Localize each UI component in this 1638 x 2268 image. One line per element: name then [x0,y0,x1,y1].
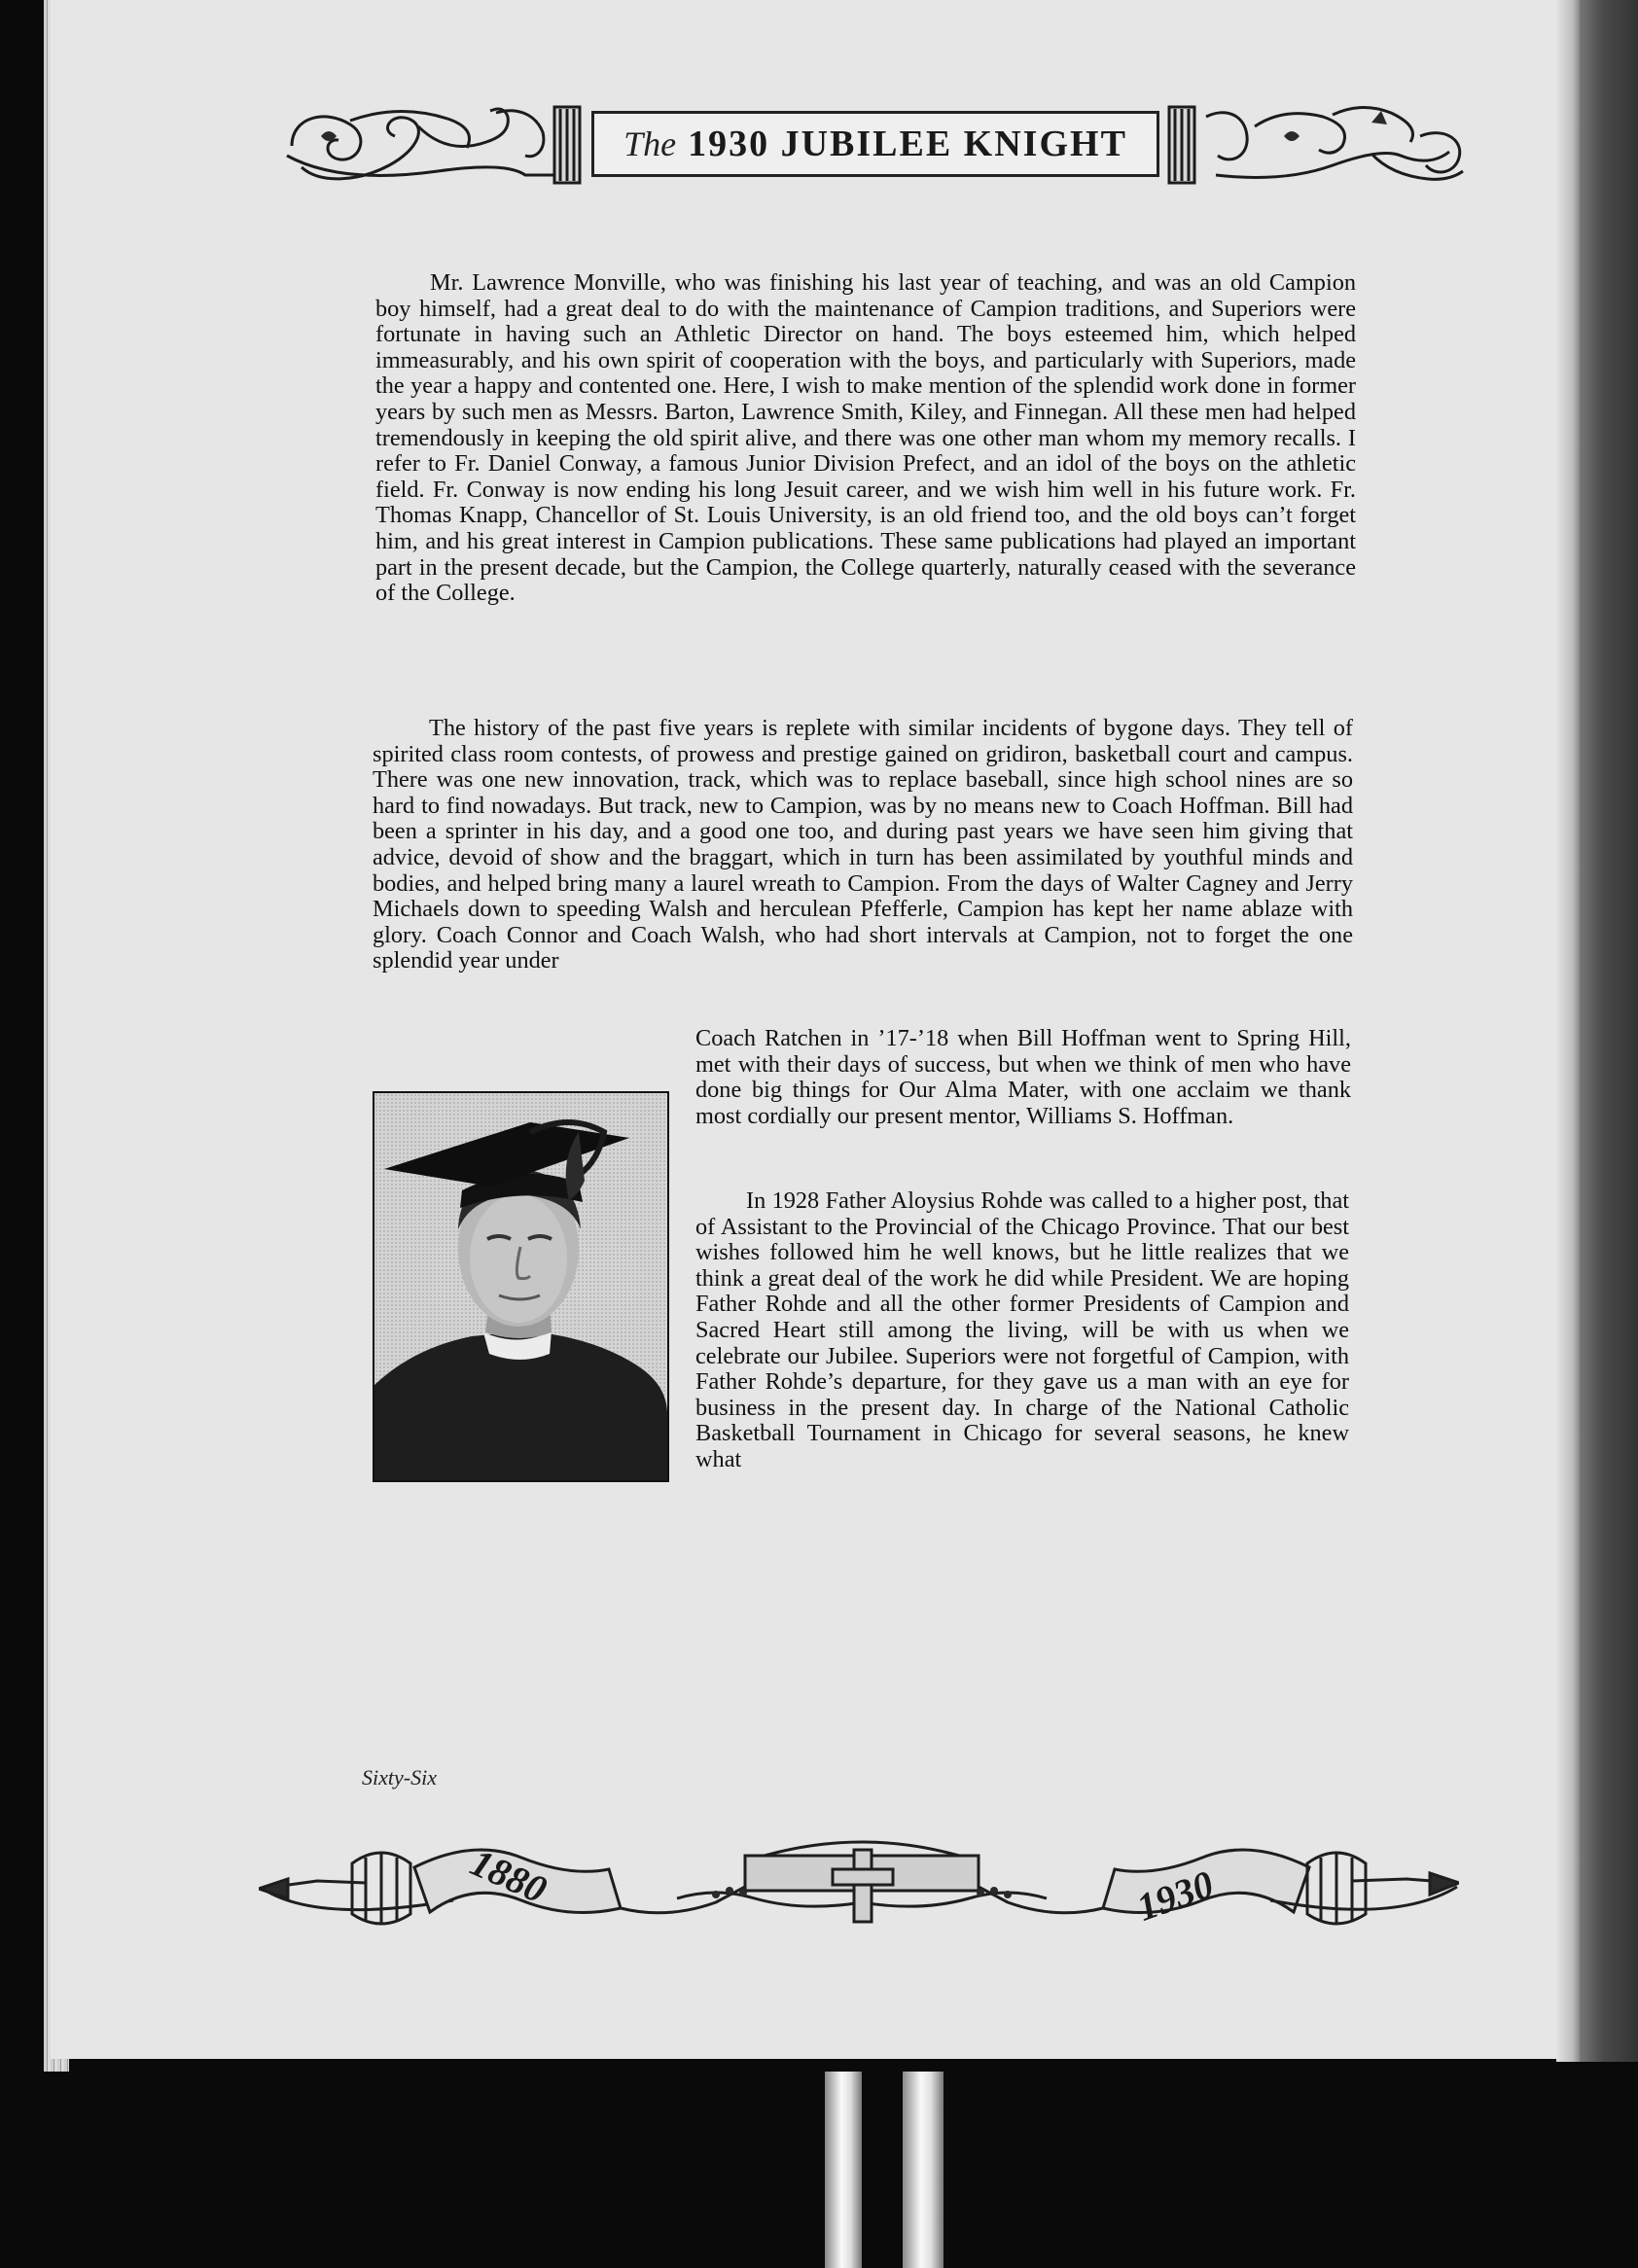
portrait-figure-icon [374,1093,667,1480]
scanner-strip-right [903,2072,944,2268]
header-title-prefix: The [623,124,677,163]
page-gutter [1556,0,1580,2062]
footer-banner [259,1819,1459,1941]
page-number: Sixty-Six [362,1765,437,1790]
book-binding [1580,0,1638,2062]
paragraph-history: The history of the past five years is replete with similar incidents of bygone days. They tell of spirited class room contests, of prowess and prestige gained on gridiron, basketball court and campus. There was one new innovation, track, which was to replace baseball, since high school nines are so hard to find nowadays. But track, new to Campion, was by no means new to Coach Hoffman. Bill had been a sprinter in his day, and a good one too, and during past years we have seen him giving that advice, devoid of show and the braggart, which in turn has been assimilated by youthful minds and bodies, and helped bring many a laurel wreath to Campion. From the days of Walter Cagney and Jerry Michaels down to speeding Walsh and herculean Pfefferle, Campion has kept her name ablaze with glory. Coach Connor and Coach Walsh, who had short intervals at Campion, not to forget the one splendid year under [373,715,1353,975]
header-title: 1930 JUBILEE KNIGHT [688,124,1127,164]
footer-ornament-icon [259,1819,1459,1941]
paragraph-monville: Mr. Lawrence Monville, who was finishing his last year of teaching, and was an old Campion boy himself, had a great deal to do with the maintenance of Campion traditions, and Superiors were fortunate in having such an Athletic Director on hand. The boys esteemed him, which helped immeasurably, and his own spirit of cooperation with the boys, and particularly with Superiors, made the year a happy and contented one. Here, I wish to make mention of the splendid work done in former years by such men as Messrs. Barton, Lawrence Smith, Kiley, and Finnegan. All these men had helped tremendously in keeping the old spirit alive, and there was one other man whom my memory recalls. I refer to Fr. Daniel Conway, a famous Junior Division Prefect, and an idol of the boys on the athletic field. Fr. Conway is now ending his long Jesuit career, and we wish him well in his future work. Fr. Thomas Knapp, Chancellor of St. Louis University, is an old friend too, and the old boys can’t forget him, and his great interest in Campion publications. These same publications had played an important part in the present decade, but the Campion, the College quarterly, naturally ceased with the severance of the College. [375,269,1356,607]
footer-year-left: 1880 [464,1839,553,1912]
portrait-photo [373,1091,669,1482]
paragraph-history-continued: Coach Ratchen in ’17-’18 when Bill Hoffman went to Spring Hill, met with their days of success, but when we think of men who have done big things for Our Alma Mater, with one acclaim we thank most cordially our present mentor, Williams S. Hoffman. [695,1025,1351,1129]
header-title-box [591,111,1159,177]
footer-year-right: 1930 [1130,1861,1220,1931]
header-banner [282,97,1469,193]
paragraph-rohde: In 1928 Father Aloysius Rohde was called to a higher post, that of Assistant to the Provincial of the Chicago Province. That our best wishes followed him he well knows, but he little realizes that we think a great deal of the work he did while President. We are hoping Father Rohde and all the other former Presidents of Campion and Sacred Heart still among the living, will be with us when we celebrate our Jubilee. Superiors were not forgetful of Campion, with Father Rohde’s departure, for they gave us a man with an eye for business in the present day. In charge of the National Catholic Basketball Tournament in Chicago for several seasons, he knew what [695,1187,1349,1472]
scanner-strip-left [825,2072,862,2268]
